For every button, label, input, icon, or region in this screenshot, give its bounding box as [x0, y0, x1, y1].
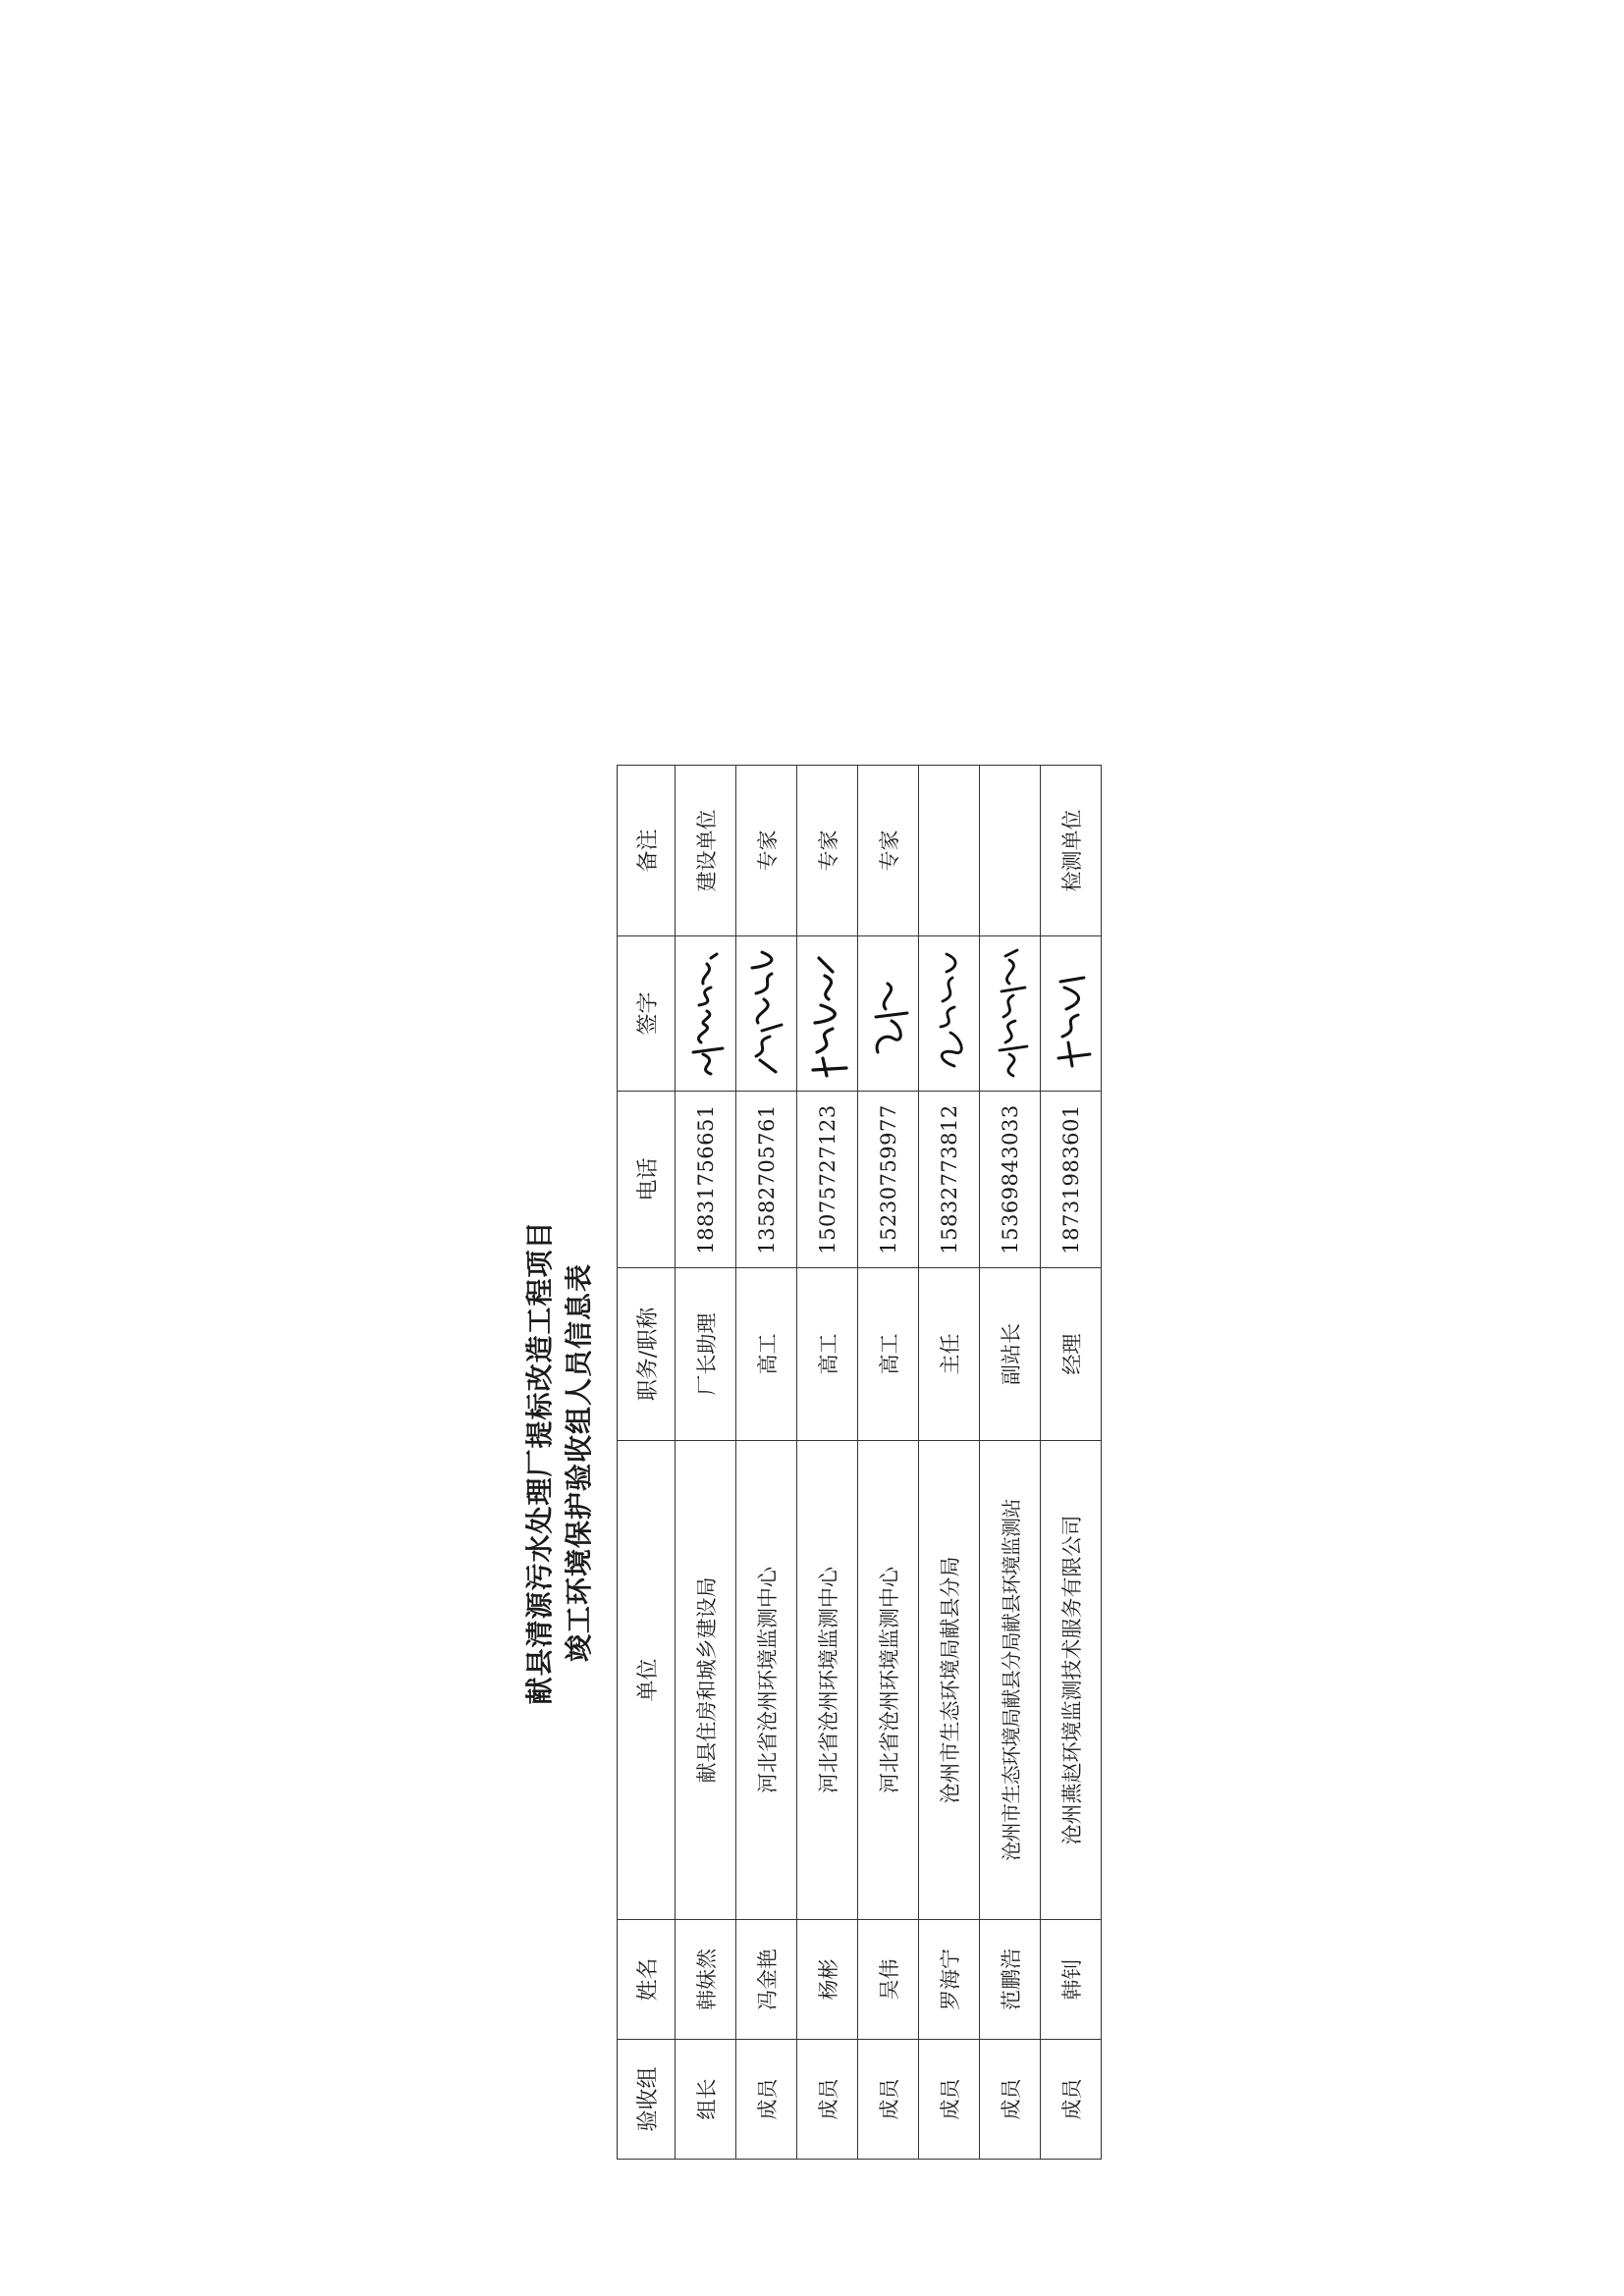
cell-name: 吴伟	[858, 1920, 919, 2040]
cell-unit: 河北省沧州环境监测中心	[797, 1441, 858, 1920]
cell-name: 冯金艳	[736, 1920, 797, 2040]
cell-note: 专家	[736, 766, 797, 936]
cell-group: 组长	[676, 2040, 736, 2160]
cell-name: 范鹏浩	[980, 1920, 1041, 2040]
cell-signature	[1041, 936, 1102, 1092]
cell-phone: 15369843033	[980, 1092, 1041, 1268]
table-row	[858, 766, 919, 2160]
cell-phone: 13582705761	[736, 1092, 797, 1268]
cell-title: 厂长助理	[676, 1268, 736, 1441]
handwritten-signature	[986, 945, 1035, 1083]
table-row	[919, 766, 980, 2160]
cell-note: 建设单位	[676, 766, 736, 936]
header-phone: 电话	[618, 1092, 676, 1268]
cell-note	[919, 766, 980, 936]
table-row	[797, 766, 858, 2160]
cell-title: 主任	[919, 1268, 980, 1441]
cell-note	[980, 766, 1041, 936]
table-header-row	[618, 766, 676, 2160]
cell-name: 杨彬	[797, 1920, 858, 2040]
cell-name: 韩妹然	[676, 1920, 736, 2040]
table-row	[676, 766, 736, 2160]
cell-signature	[980, 936, 1041, 1092]
handwritten-signature	[803, 945, 852, 1083]
cell-group: 成员	[858, 2040, 919, 2160]
cell-title: 经理	[1041, 1268, 1102, 1441]
cell-phone: 18731983601	[1041, 1092, 1102, 1268]
cell-unit: 河北省沧州环境监测中心	[736, 1441, 797, 1920]
cell-signature	[797, 936, 858, 1092]
cell-note: 专家	[797, 766, 858, 936]
cell-unit: 沧州燕赵环境监测技术服务有限公司	[1041, 1441, 1102, 1920]
cell-unit: 献县住房和城乡建设局	[676, 1441, 736, 1920]
document-subtitle: 竣工环境保护验收组人员信息表	[563, 1263, 595, 1663]
cell-phone: 15075727123	[797, 1092, 858, 1268]
cell-note: 检测单位	[1041, 766, 1102, 936]
table-row	[1041, 766, 1102, 2160]
table-row	[980, 766, 1041, 2160]
header-name: 姓名	[618, 1920, 676, 2040]
header-signature: 签字	[618, 936, 676, 1092]
handwritten-signature	[681, 945, 731, 1083]
cell-name: 罗海宁	[919, 1920, 980, 2040]
cell-name: 韩钊	[1041, 1920, 1102, 2040]
document-title: 献县清源污水处理厂提标改造工程项目	[523, 1220, 556, 1705]
cell-group: 成员	[736, 2040, 797, 2160]
cell-signature	[676, 936, 736, 1092]
cell-title: 副站长	[980, 1268, 1041, 1441]
table-row	[736, 766, 797, 2160]
cell-group: 成员	[1041, 2040, 1102, 2160]
cell-title: 高工	[797, 1268, 858, 1441]
handwritten-signature	[925, 945, 974, 1083]
cell-group: 成员	[797, 2040, 858, 2160]
cell-phone: 18831756651	[676, 1092, 736, 1268]
cell-group: 成员	[919, 2040, 980, 2160]
cell-signature	[919, 936, 980, 1092]
cell-title: 高工	[736, 1268, 797, 1441]
personnel-table	[617, 765, 1102, 2160]
cell-note: 专家	[858, 766, 919, 936]
handwritten-signature	[1047, 945, 1096, 1083]
header-title: 职务/职称	[618, 1268, 676, 1441]
handwritten-signature	[742, 945, 791, 1083]
cell-unit: 沧州市生态环境局献县分局	[919, 1441, 980, 1920]
cell-title: 高工	[858, 1268, 919, 1441]
cell-group: 成员	[980, 2040, 1041, 2160]
header-group: 验收组	[618, 2040, 676, 2160]
cell-phone: 15832773812	[919, 1092, 980, 1268]
cell-unit: 河北省沧州环境监测中心	[858, 1441, 919, 1920]
rotated-document	[520, 766, 1110, 2160]
cell-signature	[858, 936, 919, 1092]
header-unit: 单位	[618, 1441, 676, 1920]
cell-signature	[736, 936, 797, 1092]
handwritten-signature	[864, 945, 913, 1083]
cell-phone: 15230759977	[858, 1092, 919, 1268]
header-note: 备注	[618, 766, 676, 936]
cell-unit: 沧州市生态环境局献县分局献县环境监测站	[980, 1441, 1041, 1920]
